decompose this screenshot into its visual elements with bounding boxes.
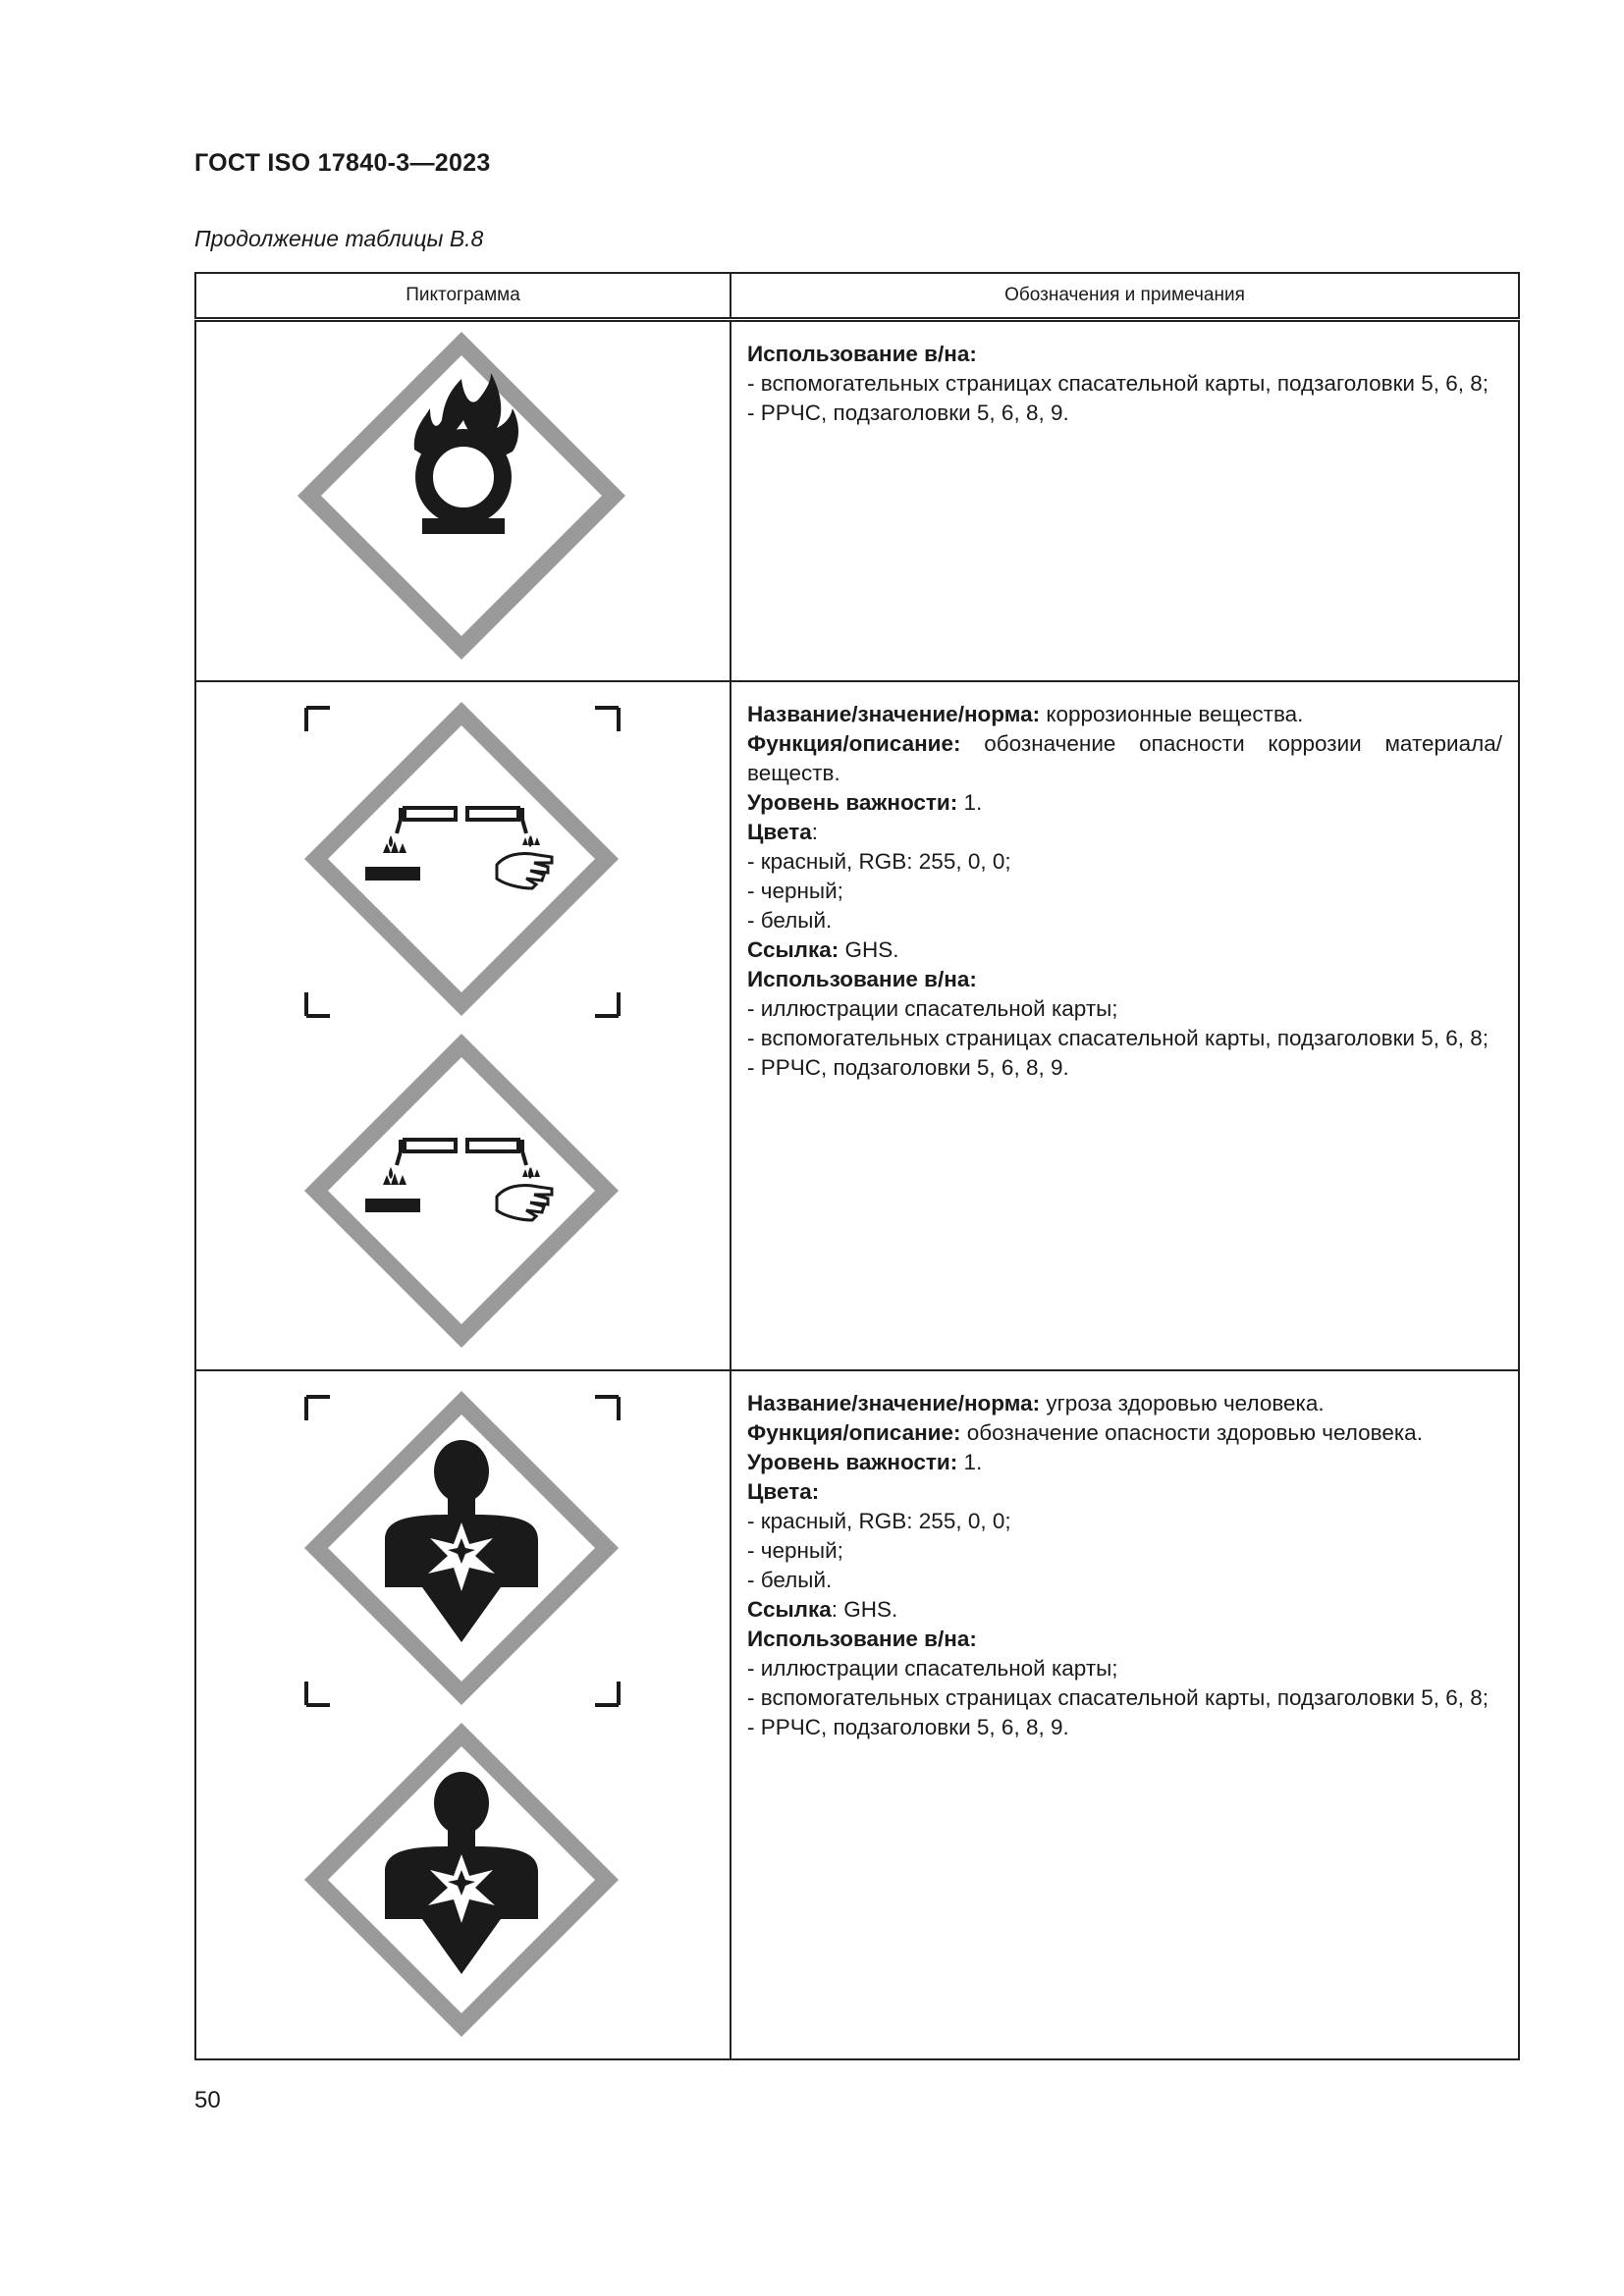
- notes-cell: [731, 1370, 1519, 2059]
- note-line: Название/значение/норма: угроза здоровью человека.: [747, 1391, 1325, 1415]
- notes-block: [731, 1371, 1518, 1742]
- note-line: Использование в/на:: [747, 342, 977, 366]
- pictogram-cell: [195, 681, 731, 1370]
- notes-cell: [731, 681, 1519, 1370]
- pictogram-cell: [195, 1370, 731, 2059]
- column-header-notes: Обозначения и примечания: [731, 273, 1519, 320]
- note-line: - белый.: [747, 1568, 833, 1592]
- note-line: Ссылка: GHS.: [747, 1597, 898, 1622]
- note-line: - черный;: [747, 1538, 843, 1563]
- note-line: - РРЧС, подзаголовки 5, 6, 8, 9.: [747, 1055, 1069, 1080]
- note-line: Использование в/на:: [747, 1627, 977, 1651]
- column-header-pictogram: Пиктограмма: [195, 273, 731, 320]
- note-line: - вспомогательных страницах спасательной карты, подзаголовки 5, 6, 8;: [747, 371, 1489, 396]
- note-line: Функция/описание: обозначение опасности коррозии материала/веществ.: [747, 731, 1502, 785]
- note-line: - красный, RGB: 255, 0, 0;: [747, 1509, 1011, 1533]
- notes-cell: [731, 320, 1519, 682]
- table-row: [195, 320, 1519, 682]
- pictogram-cell: [195, 320, 731, 682]
- notes-block: [731, 322, 1518, 428]
- note-line: - вспомогательных страницах спасательной карты, подзаголовки 5, 6, 8;: [747, 1685, 1489, 1710]
- table-row: [195, 681, 1519, 1370]
- note-line: Цвета:: [747, 820, 818, 844]
- note-line: Уровень важности: 1.: [747, 790, 983, 815]
- note-line: - красный, RGB: 255, 0, 0;: [747, 849, 1011, 874]
- note-line: Функция/описание: обозначение опасности здоровью человека.: [747, 1420, 1423, 1445]
- pictogram-table: [194, 272, 1520, 2060]
- note-line: Уровень важности: 1.: [747, 1450, 983, 1474]
- table-continuation-caption: Продолжение таблицы B.8: [194, 226, 484, 251]
- note-line: Использование в/на:: [747, 967, 977, 991]
- note-line: - РРЧС, подзаголовки 5, 6, 8, 9.: [747, 1715, 1069, 1739]
- note-line: Название/значение/норма: коррозионные вещества.: [747, 702, 1304, 726]
- note-line: Цвета:: [747, 1479, 820, 1504]
- corrosion-pictogram-icon: [196, 682, 730, 1369]
- note-line: Ссылка: GHS.: [747, 937, 899, 962]
- note-line: - иллюстрации спасательной карты;: [747, 1656, 1118, 1681]
- note-line: - иллюстрации спасательной карты;: [747, 996, 1118, 1021]
- health-hazard-pictogram-icon: [196, 1371, 730, 2058]
- note-line: - черный;: [747, 879, 843, 903]
- table-row: [195, 1370, 1519, 2059]
- note-line: - белый.: [747, 908, 833, 933]
- page-number: 50: [194, 2087, 221, 2113]
- oxidizing-pictogram-icon: [196, 322, 730, 680]
- notes-block: [731, 682, 1518, 1083]
- note-line: - вспомогательных страницах спасательной карты, подзаголовки 5, 6, 8;: [747, 1026, 1489, 1050]
- note-line: - РРЧС, подзаголовки 5, 6, 8, 9.: [747, 400, 1069, 425]
- table-header-row: [195, 273, 1519, 320]
- document-header: ГОСТ ISO 17840-3—2023: [194, 149, 491, 177]
